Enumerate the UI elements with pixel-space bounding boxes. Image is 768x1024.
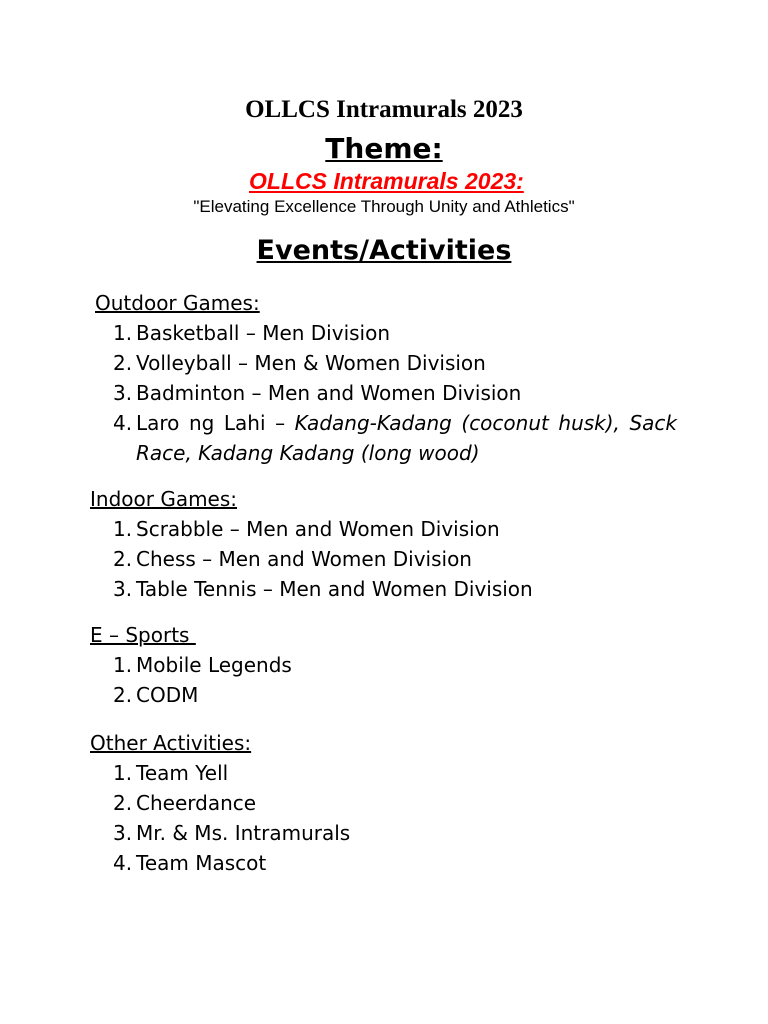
list-item-text: Mobile Legends xyxy=(136,653,292,677)
events-heading: Events/Activities xyxy=(256,235,512,266)
section-title-esports: E – Sports xyxy=(90,623,196,647)
section-title-other: Other Activities: xyxy=(90,731,252,755)
list-number: 2. xyxy=(113,351,133,375)
outdoor-games-section xyxy=(95,288,695,468)
esports-section xyxy=(90,620,690,710)
list-number: 4. xyxy=(113,851,133,875)
list-item-text: Badminton – Men and Women Division xyxy=(136,381,522,405)
section-title-outdoor: Outdoor Games: xyxy=(95,291,260,315)
list-item-text: Team Mascot xyxy=(136,851,267,875)
list-item-text: Volleyball – Men & Women Division xyxy=(136,351,486,375)
list-number: 3. xyxy=(113,577,133,601)
list-number: 2. xyxy=(113,547,133,571)
list-item xyxy=(90,788,690,818)
list-number: 3. xyxy=(113,381,133,405)
list-number: 1. xyxy=(113,517,133,541)
list-item xyxy=(90,574,690,604)
list-number: 1. xyxy=(113,321,133,345)
document-title: OLLCS Intramurals 2023 xyxy=(245,96,523,123)
list-item-text: Mr. & Ms. Intramurals xyxy=(136,821,351,845)
list-number: 3. xyxy=(113,821,133,845)
list-item-text: Basketball – Men Division xyxy=(136,321,391,345)
indoor-games-section xyxy=(90,484,690,604)
list-item xyxy=(90,758,690,788)
section-title-indoor: Indoor Games: xyxy=(90,487,238,511)
list-number: 1. xyxy=(113,653,133,677)
list-item-text: Cheerdance xyxy=(136,791,257,815)
list-item-text-italic: Kadang-Kadang (coconut husk), Sack Race, Kadang Kadang (long wood) xyxy=(136,411,677,465)
theme-name: OLLCS Intramurals 2023: xyxy=(249,168,524,194)
theme-label: Theme: xyxy=(325,132,443,165)
list-item xyxy=(90,348,690,378)
list-item-text: CODM xyxy=(136,683,199,707)
list-item xyxy=(90,680,690,710)
list-item xyxy=(90,408,690,468)
list-item-text-regular: Laro ng Lahi – xyxy=(136,411,286,435)
list-item xyxy=(90,544,690,574)
list-item xyxy=(90,650,690,680)
list-item-text: Scrabble – Men and Women Division xyxy=(136,517,500,541)
list-item xyxy=(90,514,690,544)
list-item xyxy=(90,318,690,348)
list-number: 2. xyxy=(113,791,133,815)
list-number: 2. xyxy=(113,683,133,707)
list-item xyxy=(90,818,690,848)
list-number: 1. xyxy=(113,761,133,785)
list-item-text: Team Yell xyxy=(136,761,229,785)
list-item-text: Chess – Men and Women Division xyxy=(136,547,472,571)
list-item xyxy=(90,848,690,878)
other-activities-section xyxy=(90,728,690,878)
theme-tagline: "Elevating Excellence Through Unity and Athletics" xyxy=(193,197,575,216)
list-item-text xyxy=(136,408,677,468)
list-number: 4. xyxy=(113,411,133,435)
list-item xyxy=(90,378,690,408)
list-item-text: Table Tennis – Men and Women Division xyxy=(136,577,533,601)
